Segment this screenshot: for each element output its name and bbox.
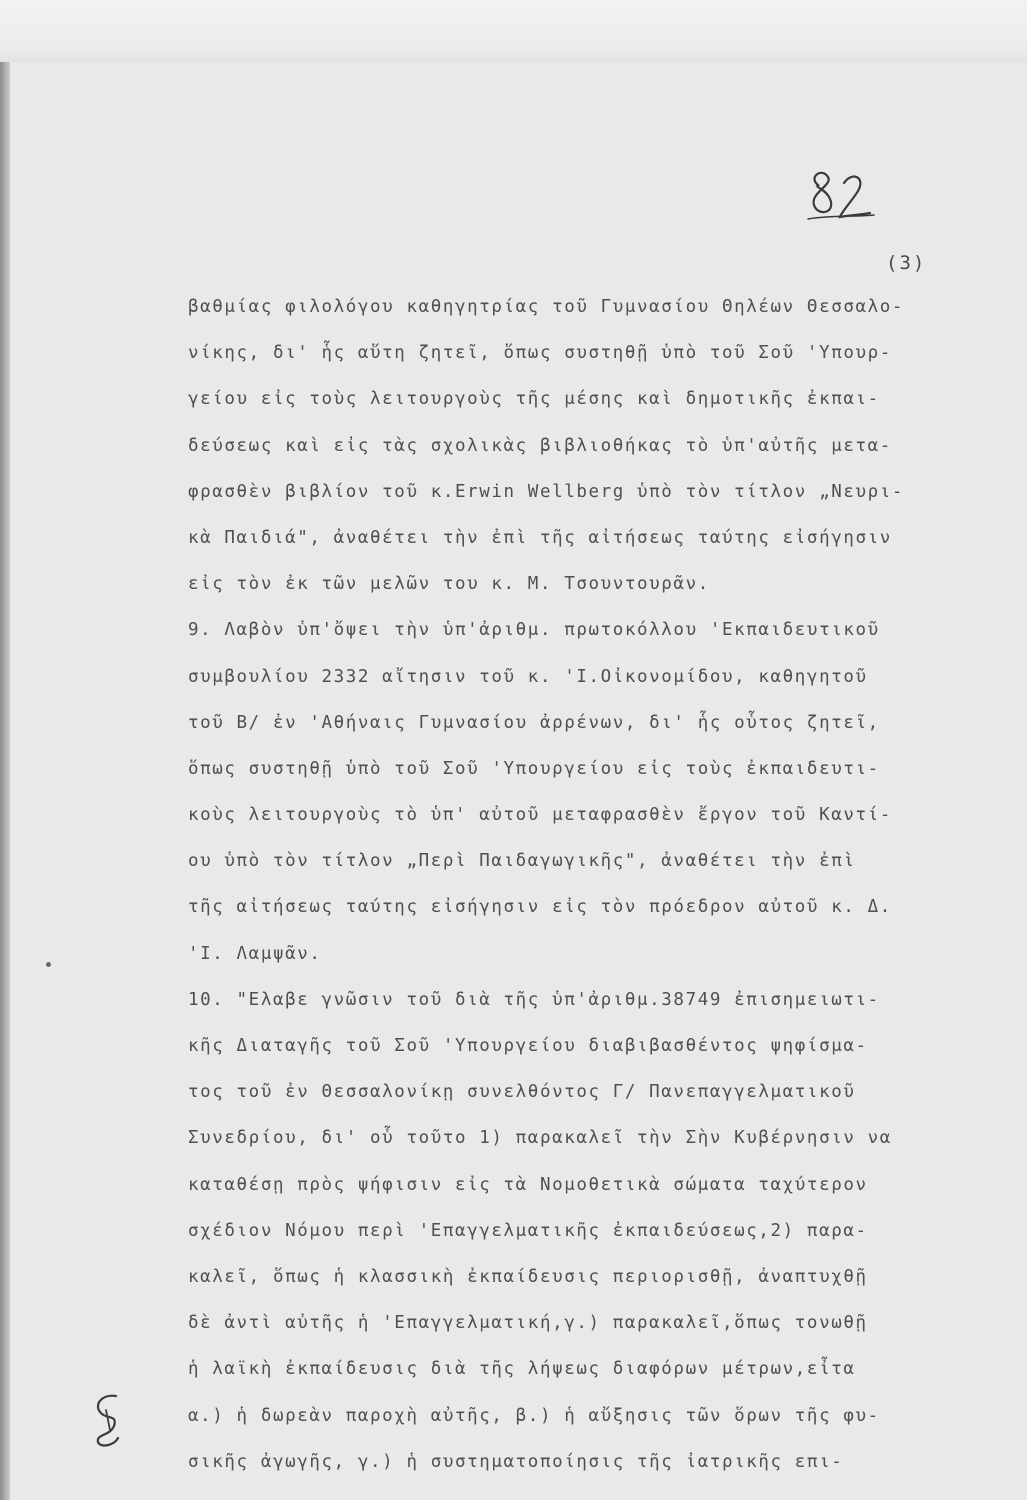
text-line: δὲ ἀντὶ αὐτῆς ἡ 'Επαγγελματική,γ.) παρακαλεῖ,ὅπως τονωθῇ [188, 1313, 868, 1334]
text-line: σικῆς ἀγωγῆς, γ.) ἡ συστηματοποίησις τῆς ἰατρικῆς επι- [188, 1451, 844, 1472]
text-line: 9. Λαβὸν ὑπ'ὄψει τὴν ὑπ'ἀριθμ. πρωτοκόλλου 'Εκπαιδευτικοῦ [188, 620, 880, 641]
text-line: κὰ Παιδιά", ἀναθέτει τὴν ἐπὶ τῆς αἰτήσεως ταύτης εἰσήγησιν [188, 527, 892, 548]
text-line: 10. "Ελαβε γνῶσιν τοῦ διὰ τῆς ὑπ'ἀριθμ.38749 ἐπισημειωτι- [188, 989, 880, 1010]
section-number: (3) [886, 252, 927, 274]
text-line: τῆς αἰτήσεως ταύτης εἰσήγησιν εἰς τὸν πρόεδρον αὐτοῦ κ. Δ. [188, 897, 892, 918]
text-line: εἰς τὸν ἐκ τῶν μελῶν του κ. Μ. Τσουντουρᾶν. [188, 574, 710, 595]
text-line: κῆς Διαταγῆς τοῦ Σοῦ 'Υπουργείου διαβιβασθέντος ψηφίσμα- [188, 1036, 868, 1056]
text-line: βαθμίας φιλολόγου καθηγητρίας τοῦ Γυμνασίου Θηλέων Θεσσαλο- [188, 297, 905, 317]
text-line: φρασθὲν βιβλίον τοῦ κ.Erwin Wellberg ὑπὸ τὸν τίτλον „Νευρι- [188, 481, 905, 502]
text-line: Συνεδρίου, δι' οὗ τοῦτο 1) παρακαλεῖ τὴν Σὴν Κυβέρνησιν να [188, 1128, 892, 1149]
handwritten-page-number [800, 165, 880, 235]
text-line: γείου εἰς τοὺς λειτουργοὺς τῆς μέσης καὶ δημοτικῆς ἐκπαι- [188, 389, 880, 410]
margin-dot [46, 962, 51, 967]
text-line: συμβουλίου 2332 αἴτησιν τοῦ κ. 'Ι.Οἰκονομίδου, καθηγητοῦ [188, 666, 868, 687]
text-line: δεύσεως καὶ εἰς τὰς σχολικὰς βιβλιοθήκας τὸ ὑπ'αὐτῆς μετα- [188, 435, 892, 456]
text-line: καλεῖ, ὅπως ἡ κλασσικὴ ἐκπαίδευσις περιορισθῇ, ἀναπτυχθῇ [188, 1266, 868, 1287]
text-line: ἡ λαϊκὴ ἐκπαίδευσις διὰ τῆς λήψεως διαφόρων μέτρων,εἶτα [188, 1359, 856, 1380]
scan-top-margin [0, 0, 1027, 62]
text-line: τοῦ Β/ ἐν 'Αθήναις Γυμνασίου ἀρρένων, δι' ἧς οὗτος ζητεῖ, [188, 712, 880, 733]
text-line: σχέδιον Νόμου περὶ 'Επαγγελματικῆς ἐκπαιδεύσεως,2) παρα- [188, 1220, 868, 1241]
typewritten-body [188, 284, 1018, 1485]
text-line: ὅπως συστηθῇ ὑπὸ τοῦ Σοῦ 'Υπουργείου εἰς τοὺς ἐκπαιδευτι- [188, 758, 880, 779]
text-line: νίκης, δι' ἧς αὕτη ζητεῖ, ὅπως συστηθῇ ὑπὸ τοῦ Σοῦ 'Υπουρ- [188, 343, 892, 364]
text-line: καταθέσῃ πρὸς ψήφισιν εἰς τὰ Νομοθετικὰ σώματα ταχύτερον [188, 1174, 868, 1195]
handwritten-initial-mark [88, 1390, 128, 1450]
text-line: κοὺς λειτουργοὺς τὸ ὑπ' αὐτοῦ μεταφρασθὲν ἔργον τοῦ Καντί- [188, 805, 892, 826]
text-line: ου ὑπὸ τὸν τίτλον „Περὶ Παιδαγωγικῆς", ἀναθέτει τὴν ἐπὶ [188, 851, 856, 872]
text-line: 'Ι. Λαμψᾶν. [188, 943, 322, 964]
text-line: α.) ἡ δωρεὰν παροχὴ αὐτῆς, β.) ἡ αὔξησις τῶν ὅρων τῆς φυ- [188, 1405, 880, 1426]
text-line: τος τοῦ ἐν Θεσσαλονίκῃ συνελθόντος Γ/ Πανεπαγγελματικοῦ [188, 1082, 856, 1103]
